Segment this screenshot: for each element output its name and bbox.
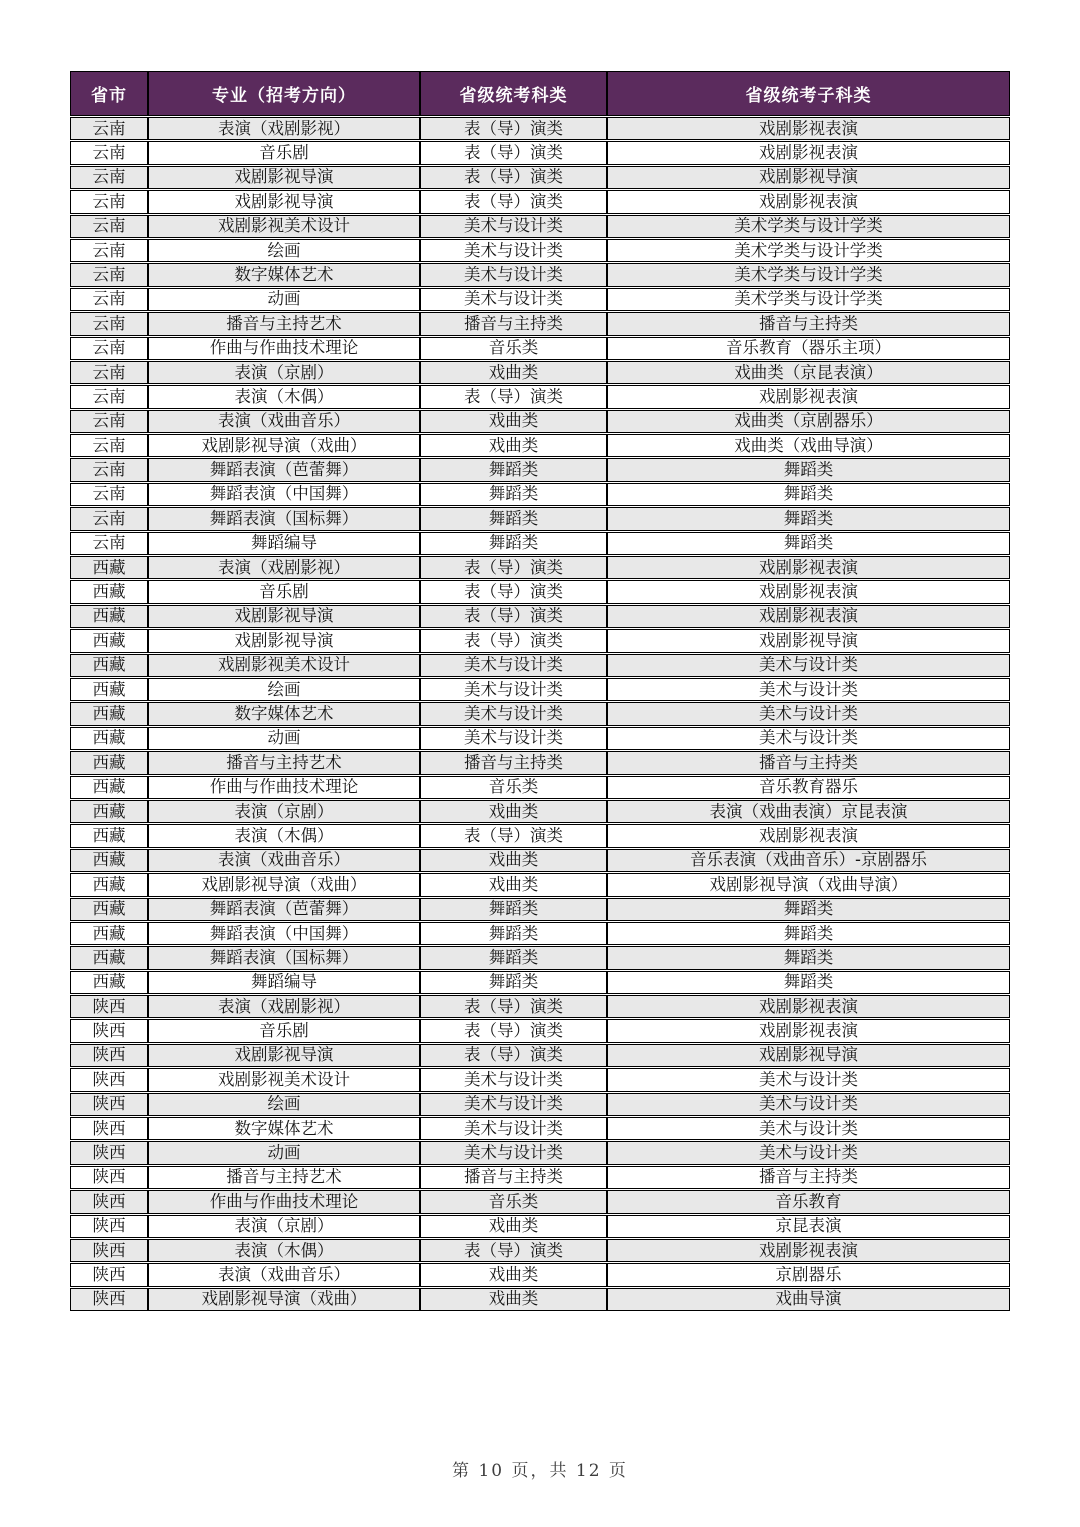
category-cell: 舞蹈类	[420, 483, 607, 506]
major-cell: 舞蹈表演（国标舞）	[148, 946, 420, 969]
province-cell: 西藏	[70, 702, 148, 725]
province-cell: 西藏	[70, 849, 148, 872]
province-cell: 西藏	[70, 605, 148, 628]
province-cell: 云南	[70, 117, 148, 140]
category-cell: 表（导）演类	[420, 995, 607, 1018]
subcategory-cell: 美术与设计类	[607, 1117, 1010, 1140]
province-cell: 西藏	[70, 629, 148, 652]
category-cell: 表（导）演类	[420, 556, 607, 579]
major-cell: 戏剧影视导演（戏曲）	[148, 873, 420, 896]
category-cell: 音乐类	[420, 776, 607, 799]
province-cell: 西藏	[70, 800, 148, 823]
province-cell: 云南	[70, 458, 148, 481]
major-cell: 动画	[148, 288, 420, 311]
major-cell: 舞蹈表演（中国舞）	[148, 483, 420, 506]
category-cell: 舞蹈类	[420, 507, 607, 530]
category-cell: 舞蹈类	[420, 532, 607, 555]
major-cell: 舞蹈表演（中国舞）	[148, 922, 420, 945]
category-cell: 美术与设计类	[420, 239, 607, 262]
category-cell: 美术与设计类	[420, 263, 607, 286]
admissions-table	[70, 70, 1010, 1312]
major-cell: 播音与主持艺术	[148, 312, 420, 335]
subcategory-cell: 美术与设计类	[607, 1093, 1010, 1116]
category-cell: 美术与设计类	[420, 288, 607, 311]
province-cell: 陕西	[70, 1215, 148, 1238]
table-row	[70, 898, 1010, 921]
major-cell: 绘画	[148, 1093, 420, 1116]
major-cell: 表演（木偶）	[148, 385, 420, 408]
subcategory-cell: 音乐教育	[607, 1190, 1010, 1213]
subcategory-cell: 美术与设计类	[607, 727, 1010, 750]
major-cell: 作曲与作曲技术理论	[148, 776, 420, 799]
category-cell: 美术与设计类	[420, 1117, 607, 1140]
province-cell: 陕西	[70, 1141, 148, 1164]
province-cell: 云南	[70, 385, 148, 408]
category-cell: 表（导）演类	[420, 580, 607, 603]
subcategory-cell: 美术学类与设计学类	[607, 263, 1010, 286]
major-cell: 表演（戏剧影视）	[148, 995, 420, 1018]
table-row	[70, 751, 1010, 774]
subcategory-cell: 戏剧影视表演	[607, 1239, 1010, 1262]
subcategory-cell: 戏剧影视表演	[607, 190, 1010, 213]
category-cell: 表（导）演类	[420, 117, 607, 140]
province-cell: 陕西	[70, 1190, 148, 1213]
subcategory-cell: 舞蹈类	[607, 946, 1010, 969]
major-cell: 表演（戏曲音乐）	[148, 1263, 420, 1286]
table-row	[70, 190, 1010, 213]
province-cell: 云南	[70, 288, 148, 311]
category-cell: 表（导）演类	[420, 1239, 607, 1262]
major-cell: 数字媒体艺术	[148, 702, 420, 725]
major-cell: 表演（戏剧影视）	[148, 117, 420, 140]
table-row	[70, 1068, 1010, 1091]
province-cell: 西藏	[70, 727, 148, 750]
subcategory-cell: 舞蹈类	[607, 971, 1010, 994]
major-cell: 舞蹈表演（芭蕾舞）	[148, 898, 420, 921]
province-cell: 西藏	[70, 580, 148, 603]
subcategory-cell: 戏剧影视导演	[607, 1044, 1010, 1067]
subcategory-cell: 美术与设计类	[607, 702, 1010, 725]
subcategory-cell: 舞蹈类	[607, 483, 1010, 506]
major-cell: 戏剧影视导演	[148, 629, 420, 652]
subcategory-cell: 舞蹈类	[607, 898, 1010, 921]
category-cell: 戏曲类	[420, 410, 607, 433]
province-cell: 陕西	[70, 1117, 148, 1140]
subcategory-cell: 戏剧影视表演	[607, 385, 1010, 408]
subcategory-cell: 京剧器乐	[607, 1263, 1010, 1286]
major-cell: 音乐剧	[148, 580, 420, 603]
category-cell: 音乐类	[420, 337, 607, 360]
province-cell: 云南	[70, 166, 148, 189]
category-cell: 音乐类	[420, 1190, 607, 1213]
table-row	[70, 580, 1010, 603]
subcategory-cell: 美术学类与设计学类	[607, 239, 1010, 262]
province-cell: 西藏	[70, 898, 148, 921]
category-cell: 戏曲类	[420, 361, 607, 384]
province-cell: 陕西	[70, 995, 148, 1018]
table-row	[70, 678, 1010, 701]
category-cell: 美术与设计类	[420, 678, 607, 701]
table-row	[70, 971, 1010, 994]
major-cell: 绘画	[148, 239, 420, 262]
column-header-province: 省市	[70, 71, 148, 116]
subcategory-cell: 美术与设计类	[607, 1068, 1010, 1091]
category-cell: 表（导）演类	[420, 1044, 607, 1067]
table-row	[70, 141, 1010, 164]
table-row	[70, 507, 1010, 530]
subcategory-cell: 舞蹈类	[607, 922, 1010, 945]
table-row	[70, 263, 1010, 286]
category-cell: 戏曲类	[420, 873, 607, 896]
province-cell: 陕西	[70, 1288, 148, 1311]
province-cell: 云南	[70, 434, 148, 457]
major-cell: 表演（京剧）	[148, 800, 420, 823]
category-cell: 表（导）演类	[420, 141, 607, 164]
table-row	[70, 337, 1010, 360]
major-cell: 舞蹈编导	[148, 532, 420, 555]
table-row	[70, 1263, 1010, 1286]
province-cell: 陕西	[70, 1093, 148, 1116]
table-row	[70, 654, 1010, 677]
subcategory-cell: 美术与设计类	[607, 1141, 1010, 1164]
subcategory-cell: 戏剧影视表演	[607, 556, 1010, 579]
province-cell: 云南	[70, 141, 148, 164]
subcategory-cell: 美术与设计类	[607, 678, 1010, 701]
table-row	[70, 1190, 1010, 1213]
subcategory-cell: 戏曲类（京剧器乐）	[607, 410, 1010, 433]
category-cell: 美术与设计类	[420, 1093, 607, 1116]
province-cell: 西藏	[70, 824, 148, 847]
subcategory-cell: 戏剧影视表演	[607, 117, 1010, 140]
subcategory-cell: 戏剧影视导演	[607, 166, 1010, 189]
province-cell: 西藏	[70, 751, 148, 774]
header-row	[70, 71, 1010, 116]
major-cell: 戏剧影视导演	[148, 190, 420, 213]
table-row	[70, 117, 1010, 140]
major-cell: 作曲与作曲技术理论	[148, 1190, 420, 1213]
major-cell: 动画	[148, 1141, 420, 1164]
major-cell: 数字媒体艺术	[148, 263, 420, 286]
table-row	[70, 629, 1010, 652]
table-row	[70, 922, 1010, 945]
category-cell: 表（导）演类	[420, 166, 607, 189]
subcategory-cell: 美术学类与设计学类	[607, 215, 1010, 238]
category-cell: 美术与设计类	[420, 727, 607, 750]
subcategory-cell: 戏剧影视表演	[607, 141, 1010, 164]
province-cell: 西藏	[70, 922, 148, 945]
province-cell: 云南	[70, 361, 148, 384]
table-row	[70, 946, 1010, 969]
category-cell: 戏曲类	[420, 849, 607, 872]
subcategory-cell: 戏剧影视表演	[607, 995, 1010, 1018]
category-cell: 美术与设计类	[420, 1141, 607, 1164]
major-cell: 播音与主持艺术	[148, 1166, 420, 1189]
table-body	[70, 117, 1010, 1311]
major-cell: 舞蹈编导	[148, 971, 420, 994]
province-cell: 陕西	[70, 1019, 148, 1042]
table-row	[70, 215, 1010, 238]
subcategory-cell: 播音与主持类	[607, 312, 1010, 335]
province-cell: 云南	[70, 263, 148, 286]
subcategory-cell: 表演（戏曲表演）京昆表演	[607, 800, 1010, 823]
table-row	[70, 1044, 1010, 1067]
category-cell: 表（导）演类	[420, 629, 607, 652]
table-row	[70, 361, 1010, 384]
table-row	[70, 702, 1010, 725]
category-cell: 舞蹈类	[420, 458, 607, 481]
province-cell: 云南	[70, 410, 148, 433]
category-cell: 播音与主持类	[420, 1166, 607, 1189]
category-cell: 戏曲类	[420, 800, 607, 823]
major-cell: 表演（京剧）	[148, 1215, 420, 1238]
table-row	[70, 483, 1010, 506]
province-cell: 云南	[70, 215, 148, 238]
table-row	[70, 824, 1010, 847]
table-row	[70, 410, 1010, 433]
subcategory-cell: 舞蹈类	[607, 507, 1010, 530]
province-cell: 云南	[70, 483, 148, 506]
major-cell: 戏剧影视美术设计	[148, 1068, 420, 1091]
major-cell: 舞蹈表演（芭蕾舞）	[148, 458, 420, 481]
table-row	[70, 995, 1010, 1018]
subcategory-cell: 美术学类与设计学类	[607, 288, 1010, 311]
major-cell: 表演（京剧）	[148, 361, 420, 384]
table-row	[70, 800, 1010, 823]
category-cell: 表（导）演类	[420, 824, 607, 847]
province-cell: 云南	[70, 532, 148, 555]
table-row	[70, 1093, 1010, 1116]
category-cell: 戏曲类	[420, 1215, 607, 1238]
admissions-table-container	[70, 70, 1010, 1312]
table-row	[70, 873, 1010, 896]
province-cell: 云南	[70, 190, 148, 213]
subcategory-cell: 音乐教育器乐	[607, 776, 1010, 799]
table-row	[70, 556, 1010, 579]
category-cell: 美术与设计类	[420, 1068, 607, 1091]
table-row	[70, 849, 1010, 872]
column-header-major: 专业（招考方向）	[148, 71, 420, 116]
major-cell: 表演（戏曲音乐）	[148, 849, 420, 872]
table-row	[70, 1141, 1010, 1164]
category-cell: 美术与设计类	[420, 215, 607, 238]
category-cell: 美术与设计类	[420, 702, 607, 725]
major-cell: 绘画	[148, 678, 420, 701]
province-cell: 西藏	[70, 654, 148, 677]
province-cell: 云南	[70, 507, 148, 530]
province-cell: 西藏	[70, 946, 148, 969]
major-cell: 表演（木偶）	[148, 1239, 420, 1262]
subcategory-cell: 京昆表演	[607, 1215, 1010, 1238]
subcategory-cell: 戏曲导演	[607, 1288, 1010, 1311]
major-cell: 戏剧影视导演	[148, 605, 420, 628]
subcategory-cell: 戏剧影视表演	[607, 605, 1010, 628]
major-cell: 动画	[148, 727, 420, 750]
page-number-footer: 第 10 页，共 12 页	[452, 1461, 628, 1481]
table-row	[70, 1019, 1010, 1042]
subcategory-cell: 舞蹈类	[607, 458, 1010, 481]
subcategory-cell: 戏曲类（京昆表演）	[607, 361, 1010, 384]
major-cell: 作曲与作曲技术理论	[148, 337, 420, 360]
category-cell: 舞蹈类	[420, 922, 607, 945]
province-cell: 西藏	[70, 971, 148, 994]
table-row	[70, 385, 1010, 408]
subcategory-cell: 音乐教育（器乐主项）	[607, 337, 1010, 360]
province-cell: 西藏	[70, 873, 148, 896]
category-cell: 舞蹈类	[420, 971, 607, 994]
category-cell: 戏曲类	[420, 434, 607, 457]
category-cell: 美术与设计类	[420, 654, 607, 677]
province-cell: 陕西	[70, 1044, 148, 1067]
table-row	[70, 166, 1010, 189]
major-cell: 播音与主持艺术	[148, 751, 420, 774]
table-row	[70, 1239, 1010, 1262]
province-cell: 陕西	[70, 1166, 148, 1189]
major-cell: 数字媒体艺术	[148, 1117, 420, 1140]
province-cell: 西藏	[70, 776, 148, 799]
category-cell: 表（导）演类	[420, 385, 607, 408]
major-cell: 戏剧影视美术设计	[148, 654, 420, 677]
province-cell: 陕西	[70, 1263, 148, 1286]
province-cell: 西藏	[70, 556, 148, 579]
major-cell: 戏剧影视导演（戏曲）	[148, 1288, 420, 1311]
subcategory-cell: 戏曲类（戏曲导演）	[607, 434, 1010, 457]
province-cell: 陕西	[70, 1239, 148, 1262]
major-cell: 戏剧影视美术设计	[148, 215, 420, 238]
major-cell: 舞蹈表演（国标舞）	[148, 507, 420, 530]
table-row	[70, 532, 1010, 555]
major-cell: 表演（木偶）	[148, 824, 420, 847]
major-cell: 戏剧影视导演（戏曲）	[148, 434, 420, 457]
subcategory-cell: 戏剧影视导演（戏曲导演）	[607, 873, 1010, 896]
table-header	[70, 71, 1010, 116]
table-row	[70, 1166, 1010, 1189]
province-cell: 陕西	[70, 1068, 148, 1091]
category-cell: 舞蹈类	[420, 898, 607, 921]
category-cell: 表（导）演类	[420, 190, 607, 213]
category-cell: 戏曲类	[420, 1263, 607, 1286]
category-cell: 表（导）演类	[420, 605, 607, 628]
category-cell: 播音与主持类	[420, 312, 607, 335]
table-row	[70, 1288, 1010, 1311]
subcategory-cell: 戏剧影视导演	[607, 629, 1010, 652]
province-cell: 西藏	[70, 678, 148, 701]
table-row	[70, 458, 1010, 481]
major-cell: 音乐剧	[148, 141, 420, 164]
subcategory-cell: 美术与设计类	[607, 654, 1010, 677]
subcategory-cell: 播音与主持类	[607, 751, 1010, 774]
province-cell: 云南	[70, 239, 148, 262]
province-cell: 云南	[70, 337, 148, 360]
table-row	[70, 605, 1010, 628]
column-header-category: 省级统考科类	[420, 71, 607, 116]
major-cell: 戏剧影视导演	[148, 1044, 420, 1067]
table-row	[70, 776, 1010, 799]
category-cell: 播音与主持类	[420, 751, 607, 774]
subcategory-cell: 戏剧影视表演	[607, 580, 1010, 603]
table-row	[70, 239, 1010, 262]
table-row	[70, 727, 1010, 750]
major-cell: 表演（戏剧影视）	[148, 556, 420, 579]
subcategory-cell: 播音与主持类	[607, 1166, 1010, 1189]
table-row	[70, 1117, 1010, 1140]
table-row	[70, 434, 1010, 457]
column-header-subcategory: 省级统考子科类	[607, 71, 1010, 116]
subcategory-cell: 舞蹈类	[607, 532, 1010, 555]
table-row	[70, 312, 1010, 335]
major-cell: 音乐剧	[148, 1019, 420, 1042]
category-cell: 舞蹈类	[420, 946, 607, 969]
subcategory-cell: 音乐表演（戏曲音乐）-京剧器乐	[607, 849, 1010, 872]
table-row	[70, 288, 1010, 311]
subcategory-cell: 戏剧影视表演	[607, 1019, 1010, 1042]
table-row	[70, 1215, 1010, 1238]
major-cell: 表演（戏曲音乐）	[148, 410, 420, 433]
category-cell: 戏曲类	[420, 1288, 607, 1311]
major-cell: 戏剧影视导演	[148, 166, 420, 189]
category-cell: 表（导）演类	[420, 1019, 607, 1042]
subcategory-cell: 戏剧影视表演	[607, 824, 1010, 847]
province-cell: 云南	[70, 312, 148, 335]
